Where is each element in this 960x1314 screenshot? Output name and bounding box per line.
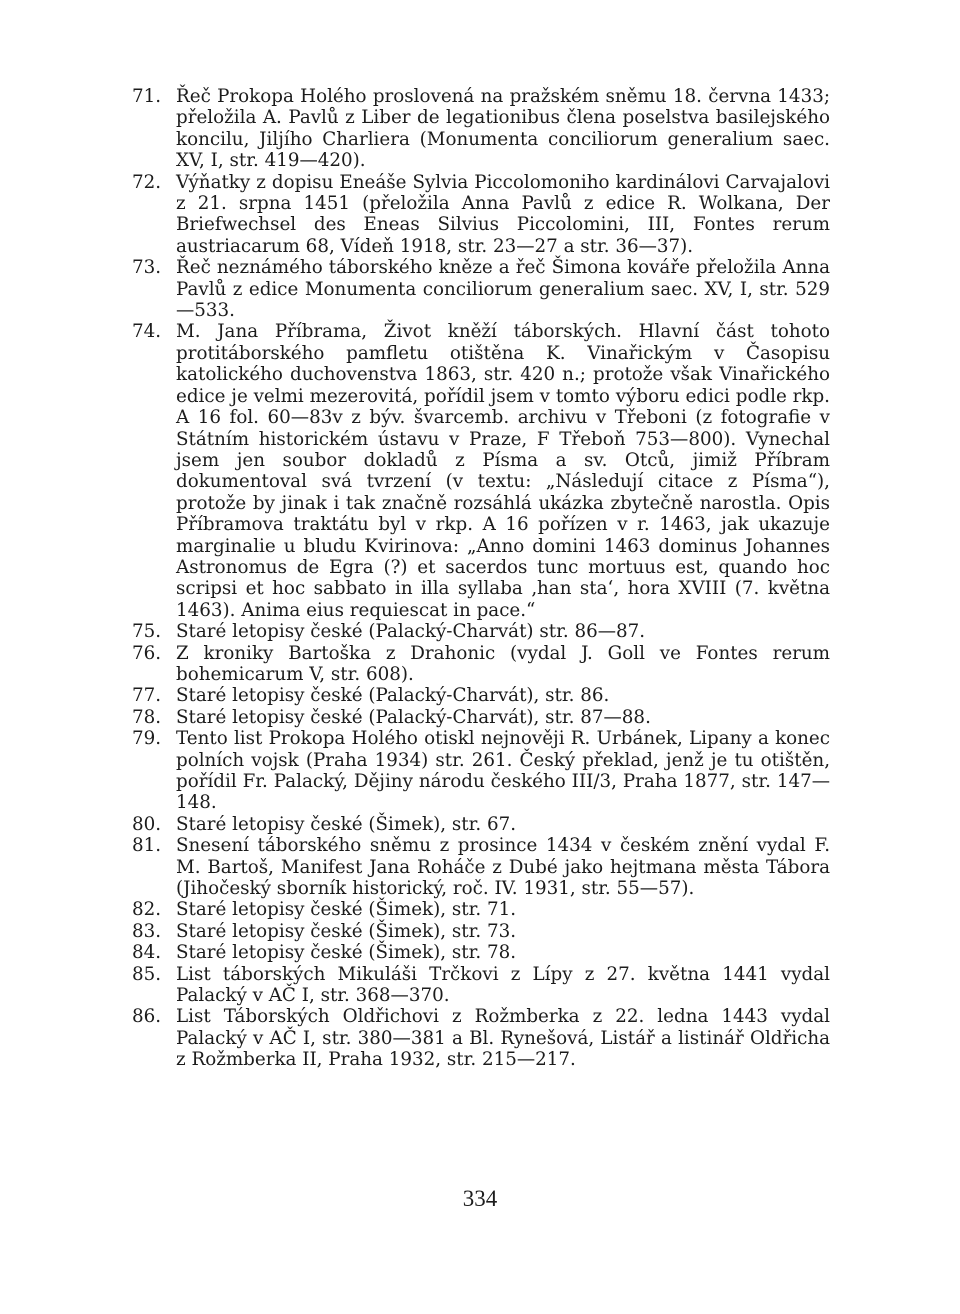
page-number: 334 [462, 1186, 498, 1211]
endnote [132, 685, 830, 706]
endnote [132, 643, 830, 686]
endnote-text: Staré letopisy české (Palacký-Charvát) str. 86—87. [176, 621, 646, 643]
endnote-number: 79. [132, 728, 162, 750]
endnote-number: 72. [132, 171, 162, 193]
endnote-text: Výňatky z dopisu Eneáše Sylvia Piccolomoniho kardinálovi Carvajalovi z 21. srpna 1451 (přeložila Anna Pavlů z edice R. Wolkana, Der Briefwechsel des Eneas Silvius Piccolomini, III, Fontes rerum austriacarum 68, Vídeň 1918, str. 23—27 a str. 36—37). [176, 171, 830, 257]
endnote-number: 84. [132, 942, 162, 964]
endnote [132, 1006, 830, 1070]
endnote [132, 728, 830, 814]
endnote-number: 83. [132, 920, 162, 942]
endnote [132, 899, 830, 920]
endnote-text: Tento list Prokopa Holého otiskl nejnověji R. Urbánek, Lipany a konec polních vojsk (Praha 1934) str. 261. Český překlad, jenž je tu otištěn, pořídil Fr. Palacký, Dějiny národu českého III/3, Praha 1877, str. 147—148. [176, 728, 830, 814]
endnote-text: M. Jana Příbrama, Život kněží táborských. Hlavní část tohoto protitáborského pamfletu otištěna K. Vinařickým v Časopisu katolického duchovenstva 1863, str. 420 n.; protože však Vinařického edice je velmi mezerovitá, pořídil jsem v tomto výboru edici podle rkp. A 16 fol. 60—83v z býv. švarcemb. archivu v Třeboni (z fotografie v Státním historickém ústavu v Praze, F Třeboň 753—800). Vynechal jsem jen soubor dokladů z Písma a sv. Otců, jimiž Příbram dokumentoval svá tvrzení (v textu: „Následují citace z Písma“), protože by jinak i tak značně rozsáhlá ukázka zbytečně narostla. Opis Příbramova traktátu byl v rkp. A 16 pořízen v r. 1463, jak ukazuje marginalie u bludu Kvirinova: „Anno domini 1463 dominus Johannes Astronomus de Egra (?) et sacerdos tunc mortuus est, quando hoc scripsi et hoc sabbato in illa syllaba ‚han sta‘, hora XVIII (7. května 1463). Anima eius requiescat in pace.“ [176, 321, 830, 621]
endnote [132, 172, 830, 258]
endnote-text: List táborských Mikuláši Trčkovi z Lípy z 27. května 1441 vydal Palacký v AČ I, str. 368—370. [176, 963, 830, 1007]
endnote-number: 77. [132, 685, 162, 707]
endnote [132, 921, 830, 942]
endnote-number: 73. [132, 257, 162, 279]
endnote-text: Staré letopisy české (Šimek), str. 67. [176, 813, 517, 835]
endnotes-list [132, 86, 830, 1071]
endnote-text: Staré letopisy české (Šimek), str. 73. [176, 920, 517, 942]
endnote [132, 835, 830, 899]
endnote [132, 257, 830, 321]
endnote-text: Staré letopisy české (Šimek), str. 71. [176, 899, 517, 921]
endnote [132, 814, 830, 835]
endnote-number: 76. [132, 642, 162, 664]
endnote-text: Řeč Prokopa Holého proslovená na pražském sněmu 18. června 1433; přeložila A. Pavlů z Liber de legationibus člena poselstva basilejského koncilu, Jiljího Charliera (Monumenta conciliorum generalium saec. XV, I, str. 419—420). [176, 86, 830, 172]
endnote-number: 85. [132, 963, 162, 985]
endnote [132, 86, 830, 172]
endnote-text: Z kroniky Bartoška z Drahonic (vydal J. Goll ve Fontes rerum bohemicarum V, str. 608). [176, 642, 830, 685]
endnote-number: 82. [132, 899, 162, 921]
endnote-number: 86. [132, 1006, 162, 1028]
endnote-text: Staré letopisy české (Šimek), str. 78. [176, 942, 517, 964]
endnote [132, 942, 830, 963]
endnote-text: Staré letopisy české (Palacký-Charvát), str. 87—88. [176, 706, 651, 728]
endnote [132, 321, 830, 621]
endnote-number: 78. [132, 706, 162, 728]
endnote-text: List Táborských Oldřichovi z Rožmberka z 22. ledna 1443 vydal Palacký v AČ I, str. 380—381 a Bl. Rynešová, Listář a listinář Oldřicha z Rožmberka II, Praha 1932, str. 215—217. [176, 1006, 830, 1071]
endnote [132, 707, 830, 728]
endnote [132, 964, 830, 1007]
endnote-number: 81. [132, 835, 162, 857]
endnote-text: Řeč neznámého táborského kněze a řeč Šimona kováře přeložila Anna Pavlů z edice Monumenta conciliorum generalium saec. XV, I, str. 529—533. [176, 257, 830, 322]
endnote-number: 74. [132, 321, 162, 343]
endnote-number: 71. [132, 86, 162, 107]
endnote-text: Snesení táborského sněmu z prosince 1434 v českém znění vydal F. M. Bartoš, Manifest Jana Roháče z Dubé jako hejtmana města Tábora (Jihočeský sborník historický, roč. IV. 1931, str. 55—57). [176, 835, 830, 900]
endnote-text: Staré letopisy české (Palacký-Charvát), str. 86. [176, 685, 610, 707]
endnote-number: 75. [132, 621, 162, 643]
endnote-number: 80. [132, 813, 162, 835]
endnote [132, 621, 830, 642]
